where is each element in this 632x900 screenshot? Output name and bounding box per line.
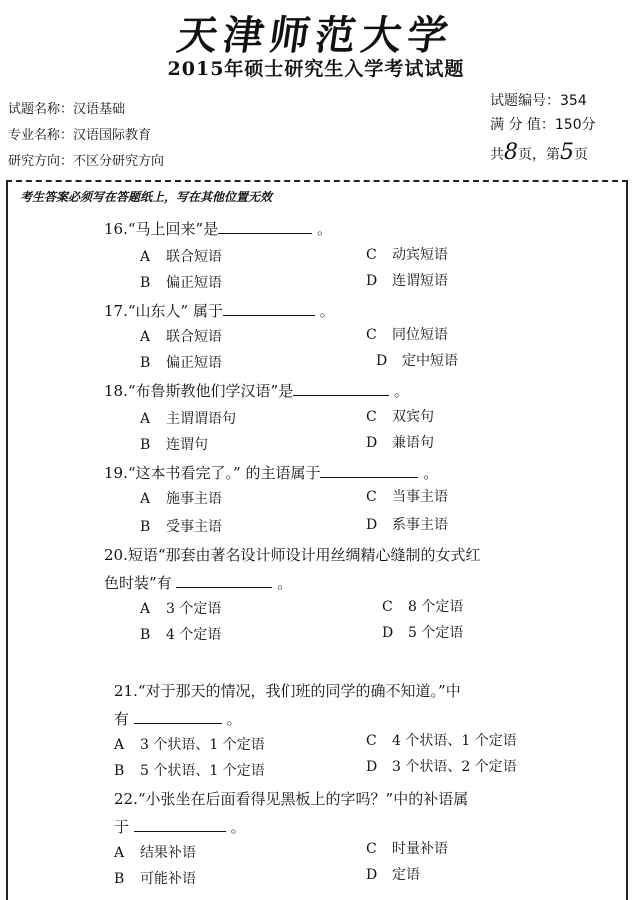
question-end: 。 xyxy=(230,818,246,836)
question-22-line2 xyxy=(114,816,246,837)
page-count-prefix: 共 xyxy=(490,147,504,163)
university-logo: 天津师范大学 xyxy=(174,12,457,59)
option-d xyxy=(366,514,448,534)
question-number: 18. xyxy=(104,382,128,400)
option-text: 4 个状语、1 个定语 xyxy=(392,733,517,749)
option-text: 施事主语 xyxy=(166,491,222,507)
option-letter: D xyxy=(376,353,388,369)
option-text: 连谓句 xyxy=(166,437,208,453)
option-text: 5 个状语、1 个定语 xyxy=(140,763,265,779)
current-page: 5 xyxy=(560,140,574,165)
option-text: 定中短语 xyxy=(402,353,458,369)
question-number: 17. xyxy=(104,302,128,320)
answer-notice: 考生答案必须写在答题纸上，写在其他位置无效 xyxy=(20,190,273,204)
question-end: 。 xyxy=(319,302,335,320)
option-text: 3 个状语、1 个定语 xyxy=(140,737,265,753)
question-stem: “山东人” 属于 xyxy=(127,302,223,320)
total-pages: 8 xyxy=(504,140,518,165)
option-text: 联合短语 xyxy=(166,249,222,265)
option-letter: B xyxy=(140,437,151,453)
option-c xyxy=(366,324,448,344)
option-text: 3 个状语、2 个定语 xyxy=(392,759,517,775)
full-score: 满 分 值：150分 xyxy=(490,117,596,133)
exam-code: 试题编号：354 xyxy=(490,93,587,109)
answer-blank xyxy=(134,817,226,832)
major-name: 专业名称：汉语国际教育 xyxy=(8,128,152,143)
option-letter: C xyxy=(382,599,393,615)
answer-blank xyxy=(134,709,222,724)
option-letter: C xyxy=(366,841,377,857)
option-text: 联合短语 xyxy=(166,329,222,345)
question-stem-line2: 色时装”有 xyxy=(104,574,172,592)
option-letter: B xyxy=(140,627,151,643)
option-d xyxy=(366,432,434,452)
option-text: 偏正短语 xyxy=(166,355,222,371)
question-16 xyxy=(104,218,332,239)
option-text: 偏正短语 xyxy=(166,275,222,291)
question-19 xyxy=(104,462,438,483)
option-b xyxy=(114,868,196,888)
option-a xyxy=(114,842,196,862)
answer-blank xyxy=(223,301,315,316)
answer-blank xyxy=(320,463,418,478)
option-letter: A xyxy=(140,329,151,345)
option-text: 系事主语 xyxy=(392,517,448,533)
option-text: 兼语句 xyxy=(392,435,434,451)
option-b xyxy=(140,434,208,454)
option-text: 连谓短语 xyxy=(392,273,448,289)
page-count-suffix: 页 xyxy=(574,147,588,163)
answer-blank xyxy=(293,381,389,396)
question-end: 。 xyxy=(393,382,409,400)
research-direction: 研究方向：不区分研究方向 xyxy=(8,154,165,169)
question-stem-line1: “对于那天的情况，我们班的同学的确不知道。”中 xyxy=(137,682,461,700)
option-letter: A xyxy=(114,845,125,861)
question-end: 。 xyxy=(316,220,332,238)
option-letter: A xyxy=(140,411,151,427)
question-end: 。 xyxy=(277,574,293,592)
option-letter: B xyxy=(114,871,125,887)
option-letter: D xyxy=(366,273,378,289)
option-text: 3 个定语 xyxy=(166,601,222,617)
question-number: 21. xyxy=(114,682,138,700)
option-text: 主谓谓语句 xyxy=(166,411,236,427)
option-c xyxy=(366,838,448,858)
option-letter: B xyxy=(140,275,151,291)
question-number: 22. xyxy=(114,790,138,808)
exam-title: 2015年硕士研究生入学考试试题 xyxy=(167,58,465,80)
option-letter: B xyxy=(114,763,125,779)
option-a xyxy=(114,734,265,754)
question-number: 16. xyxy=(104,220,128,238)
option-letter: D xyxy=(382,625,394,641)
question-number: 20. xyxy=(104,546,128,564)
option-letter: D xyxy=(366,517,378,533)
question-stem: “布鲁斯教他们学汉语”是 xyxy=(127,382,294,400)
option-letter: A xyxy=(140,249,151,265)
question-stem-line1: “小张坐在后面看得见黑板上的字吗？”中的补语属 xyxy=(137,790,469,808)
option-d xyxy=(366,864,420,884)
option-b xyxy=(140,516,222,536)
option-letter: B xyxy=(140,355,151,371)
question-stem: “这本书看完了。” 的主语属于 xyxy=(127,464,321,482)
option-d xyxy=(376,350,458,370)
question-stem-line2: 有 xyxy=(114,710,130,728)
question-20 xyxy=(104,544,481,565)
question-stem: “马上回来”是 xyxy=(127,220,219,238)
option-text: 时量补语 xyxy=(392,841,448,857)
question-21-line2 xyxy=(114,708,242,729)
option-letter: D xyxy=(366,759,378,775)
option-letter: A xyxy=(140,601,151,617)
question-20-line2 xyxy=(104,572,292,593)
option-b xyxy=(140,624,221,644)
question-22 xyxy=(114,788,468,809)
option-d xyxy=(366,270,448,290)
question-end: 。 xyxy=(226,710,242,728)
option-text: 当事主语 xyxy=(392,489,448,505)
question-18 xyxy=(104,380,409,401)
option-text: 双宾句 xyxy=(392,409,434,425)
option-d xyxy=(366,756,517,776)
option-b xyxy=(114,760,265,780)
option-letter: C xyxy=(366,247,377,263)
option-letter: C xyxy=(366,733,377,749)
option-text: 4 个定语 xyxy=(166,627,222,643)
option-text: 同位短语 xyxy=(392,327,448,343)
question-stem-line2: 于 xyxy=(114,818,130,836)
option-a xyxy=(140,246,222,266)
option-text: 结果补语 xyxy=(140,845,196,861)
page-count-mid: 页，第 xyxy=(518,147,560,163)
option-a xyxy=(140,598,221,618)
answer-blank xyxy=(218,219,312,234)
question-21 xyxy=(114,680,461,701)
subject-name: 试题名称：汉语基础 xyxy=(8,102,126,117)
option-c xyxy=(366,406,434,426)
question-number: 19. xyxy=(104,464,128,482)
option-a xyxy=(140,326,222,346)
option-text: 定语 xyxy=(392,867,420,883)
option-c xyxy=(366,730,517,750)
question-end: 。 xyxy=(423,464,439,482)
question-17 xyxy=(104,300,335,321)
option-c xyxy=(366,244,448,264)
option-c xyxy=(382,596,463,616)
option-a xyxy=(140,408,236,428)
page-count xyxy=(490,140,588,165)
option-text: 8 个定语 xyxy=(408,599,464,615)
option-b xyxy=(140,352,222,372)
answer-blank xyxy=(176,573,272,588)
question-stem-line1: 短语“那套由著名设计师设计用丝绸精心缝制的女式红 xyxy=(127,546,481,564)
option-letter: B xyxy=(140,519,151,535)
option-a xyxy=(140,488,222,508)
option-c xyxy=(366,486,448,506)
option-letter: C xyxy=(366,489,377,505)
option-text: 受事主语 xyxy=(166,519,222,535)
option-letter: A xyxy=(140,491,151,507)
option-d xyxy=(382,622,463,642)
option-text: 动宾短语 xyxy=(392,247,448,263)
option-letter: D xyxy=(366,435,378,451)
option-text: 5 个定语 xyxy=(408,625,464,641)
option-letter: A xyxy=(114,737,125,753)
option-b xyxy=(140,272,222,292)
option-letter: C xyxy=(366,327,377,343)
option-letter: D xyxy=(366,867,378,883)
option-text: 可能补语 xyxy=(140,871,196,887)
option-letter: C xyxy=(366,409,377,425)
